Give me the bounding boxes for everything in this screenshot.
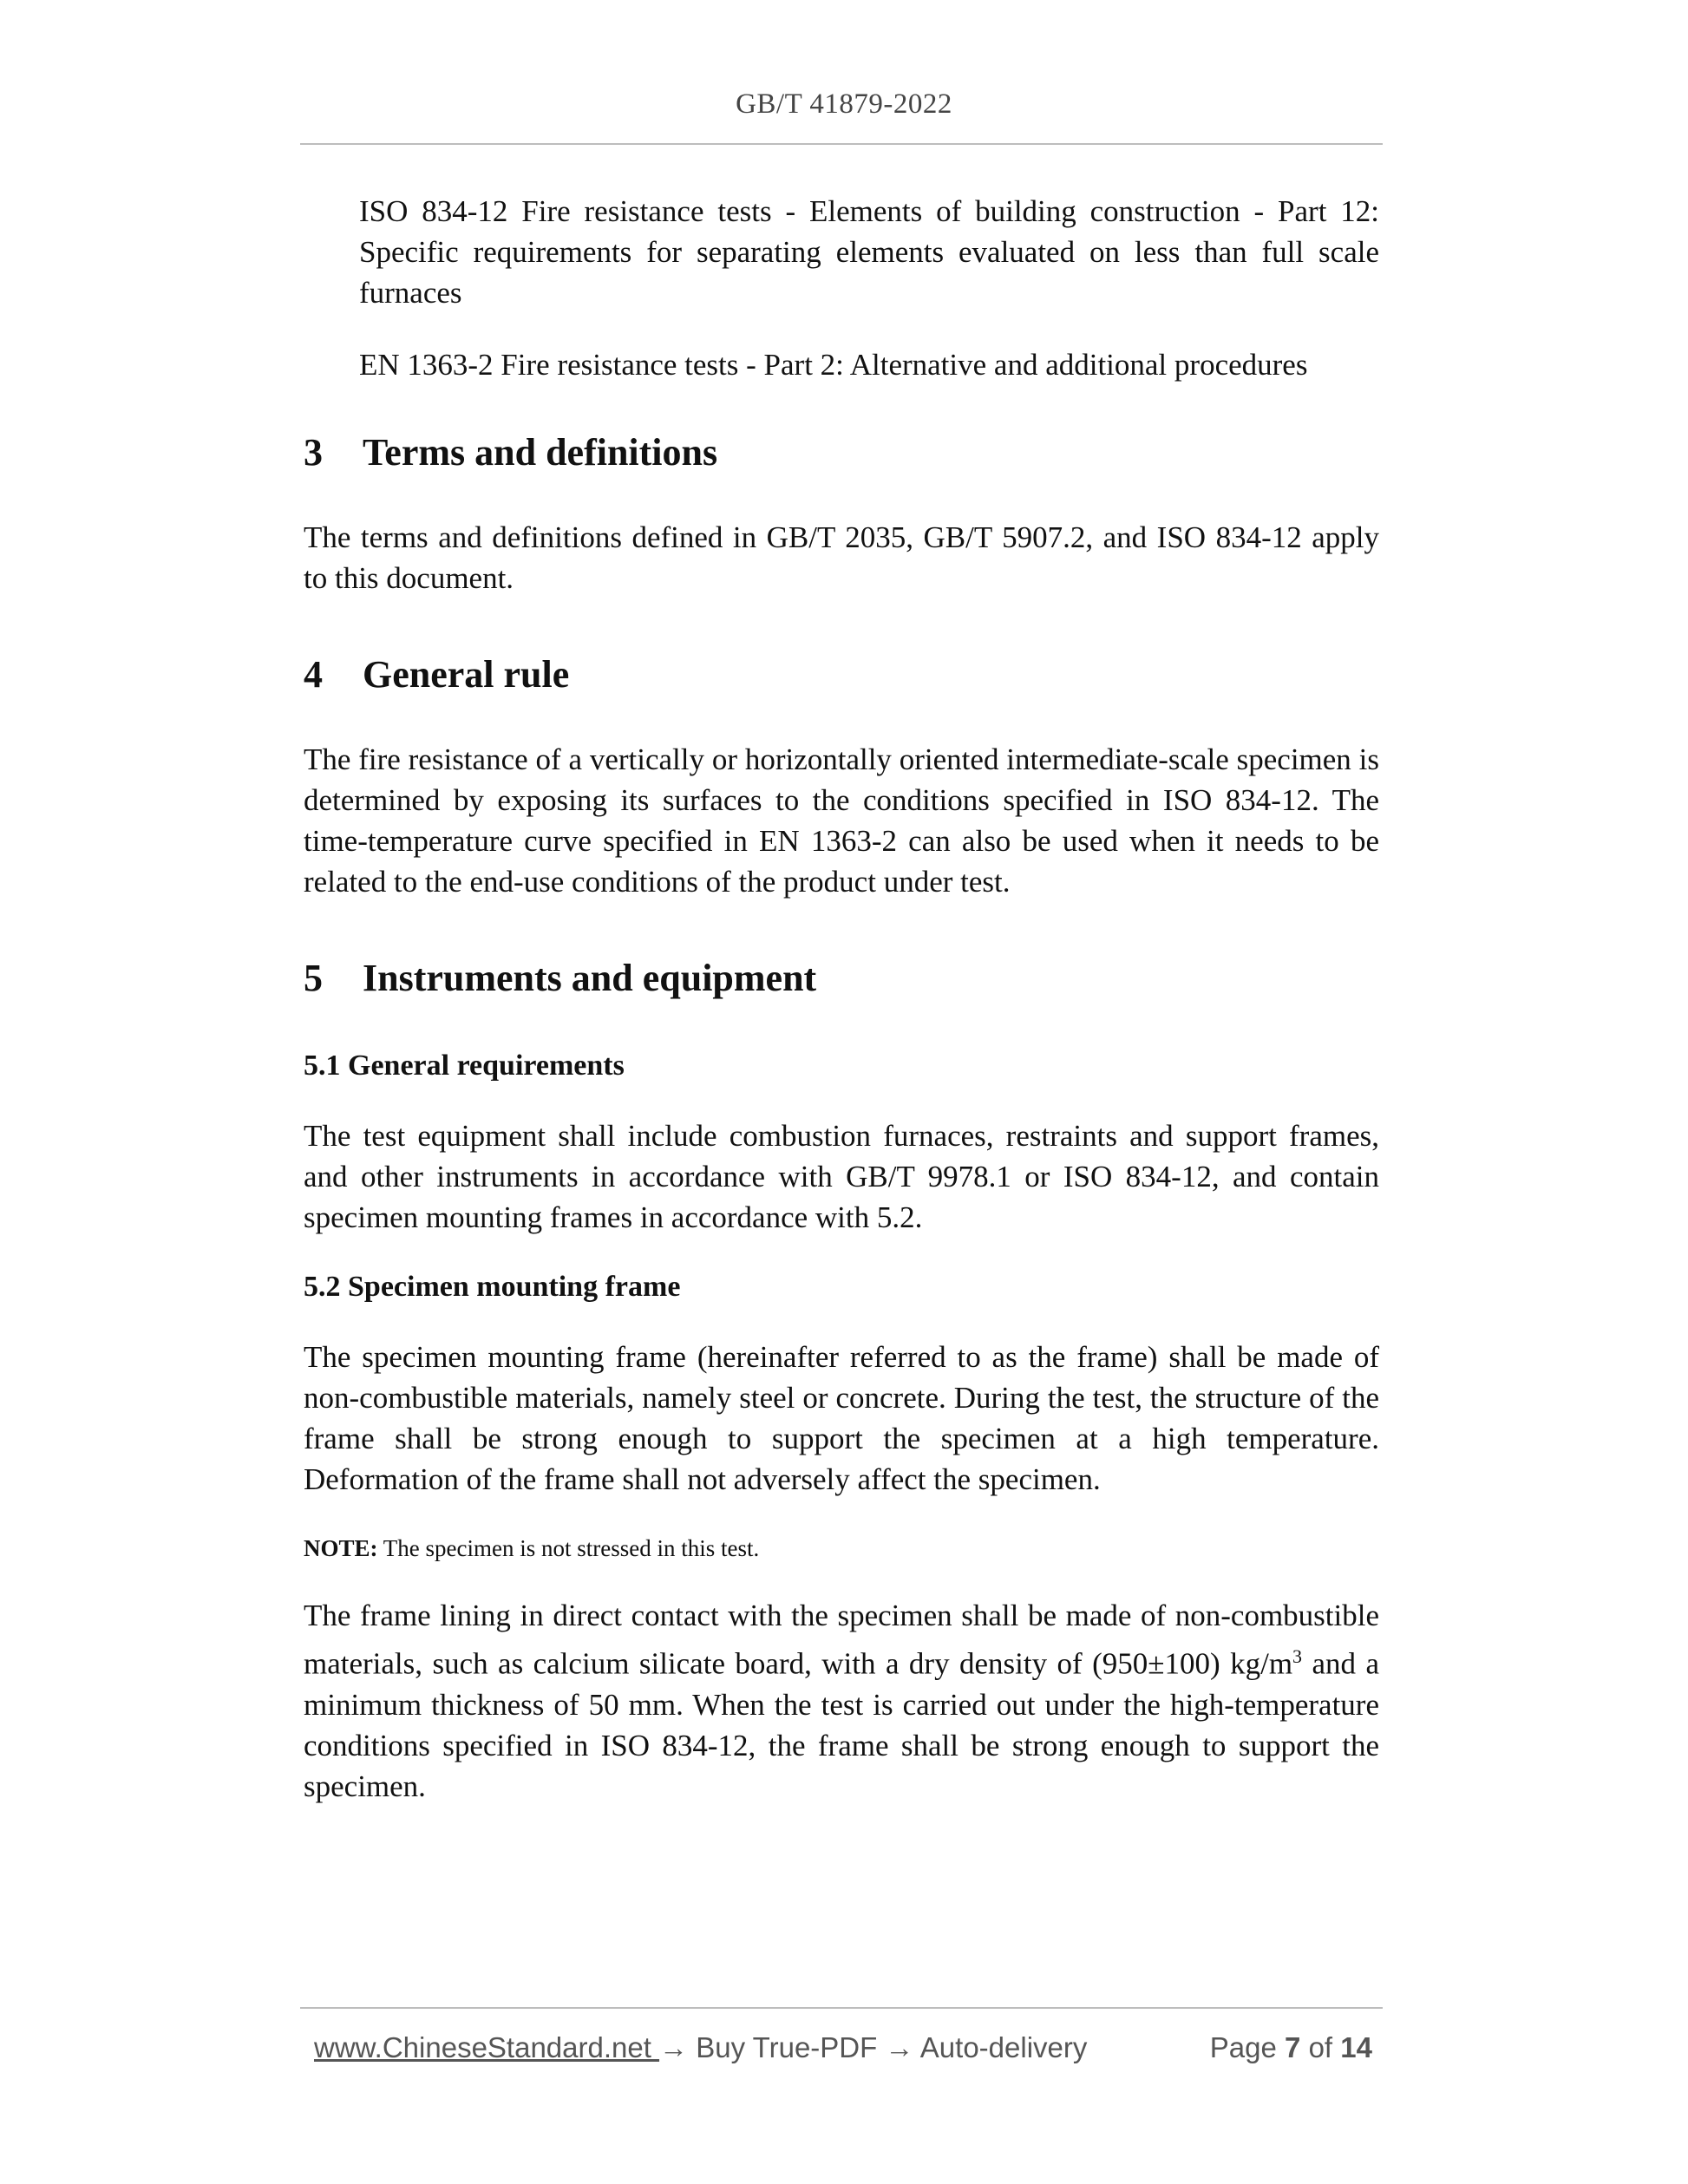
section-heading [304, 649, 1379, 701]
paragraph-text: The frame lining in direct contact with the specimen shall be made of non-combustible materials, such as calcium silicate board, with a dry density of (950±100) kg/m [304, 1599, 1379, 1681]
page-header: GB/T 41879-2022 [736, 88, 952, 120]
section-number: 3 [304, 431, 323, 474]
subsection-heading: 5.1 General requirements [304, 1049, 625, 1082]
section-heading [304, 427, 1379, 479]
footer-tagline: → Buy True-PDF → Auto-delivery [659, 2031, 1088, 2063]
of-label: of [1308, 2031, 1333, 2063]
section-title: Instruments and equipment [363, 957, 817, 999]
paragraph: The specimen mounting frame (hereinafter referred to as the frame) shall be made of non-combustible materials, namely steel or concrete. During the test, the structure of the frame shall be strong enough to support the specimen at a high temperature. Deformation of the frame shall not adversely affect the specimen. [304, 1340, 1379, 1496]
normative-reference: EN 1363-2 Fire resistance tests - Part 2: Alternative and additional procedures [359, 348, 1308, 382]
footer-left [314, 2031, 1087, 2064]
section-number: 4 [304, 653, 323, 696]
page-total: 14 [1340, 2031, 1372, 2063]
section-heading [304, 952, 1379, 1004]
paragraph: The test equipment shall include combustion furnaces, restraints and support frames, and other instruments in accordance with GB/T 9978.1 or ISO 834-12, and contain specimen mounting frames in accordance with 5.2. [304, 1119, 1379, 1234]
paragraph: The terms and definitions defined in GB/T 2035, GB/T 5907.2, and ISO 834-12 apply to this document. [304, 520, 1379, 595]
footer-divider [300, 2007, 1383, 2009]
paragraph [304, 1595, 1379, 1807]
subsection-heading: 5.2 Specimen mounting frame [304, 1271, 681, 1303]
paragraph: The fire resistance of a vertically or horizontally oriented intermediate-scale specimen is determined by exposing its surfaces to the conditions specified in ISO 834-12. The time-temperature curve specified in EN 1363-2 can also be used when it needs to be related to the end-use conditions of the product under test. [304, 742, 1379, 899]
note-text: The specimen is not stressed in this test. [377, 1535, 760, 1561]
note [304, 1531, 1379, 1566]
page-indicator [1210, 2031, 1372, 2064]
section-title: Terms and definitions [363, 431, 718, 474]
superscript: 3 [1292, 1645, 1303, 1667]
page-label: Page [1209, 2031, 1277, 2063]
paragraph-text: and a minimum thickness of 50 mm. When the test is carried out under the high-temperature conditions specified in ISO 834-12, the frame shall be strong enough to support the specimen. [304, 1646, 1379, 1803]
website-link[interactable]: www.ChineseStandard.net [314, 2031, 660, 2063]
note-label: NOTE: [304, 1535, 378, 1561]
section-number: 5 [304, 957, 323, 999]
section-title: General rule [363, 653, 570, 696]
page-number: 7 [1285, 2031, 1301, 2063]
header-divider [300, 143, 1383, 145]
page-footer [314, 2026, 1372, 2070]
normative-reference: ISO 834-12 Fire resistance tests - Elements of building construction - Part 12: Specific requirements for separating elements evaluated on less than full scale furnaces [359, 194, 1379, 310]
page-content [304, 191, 1379, 1807]
